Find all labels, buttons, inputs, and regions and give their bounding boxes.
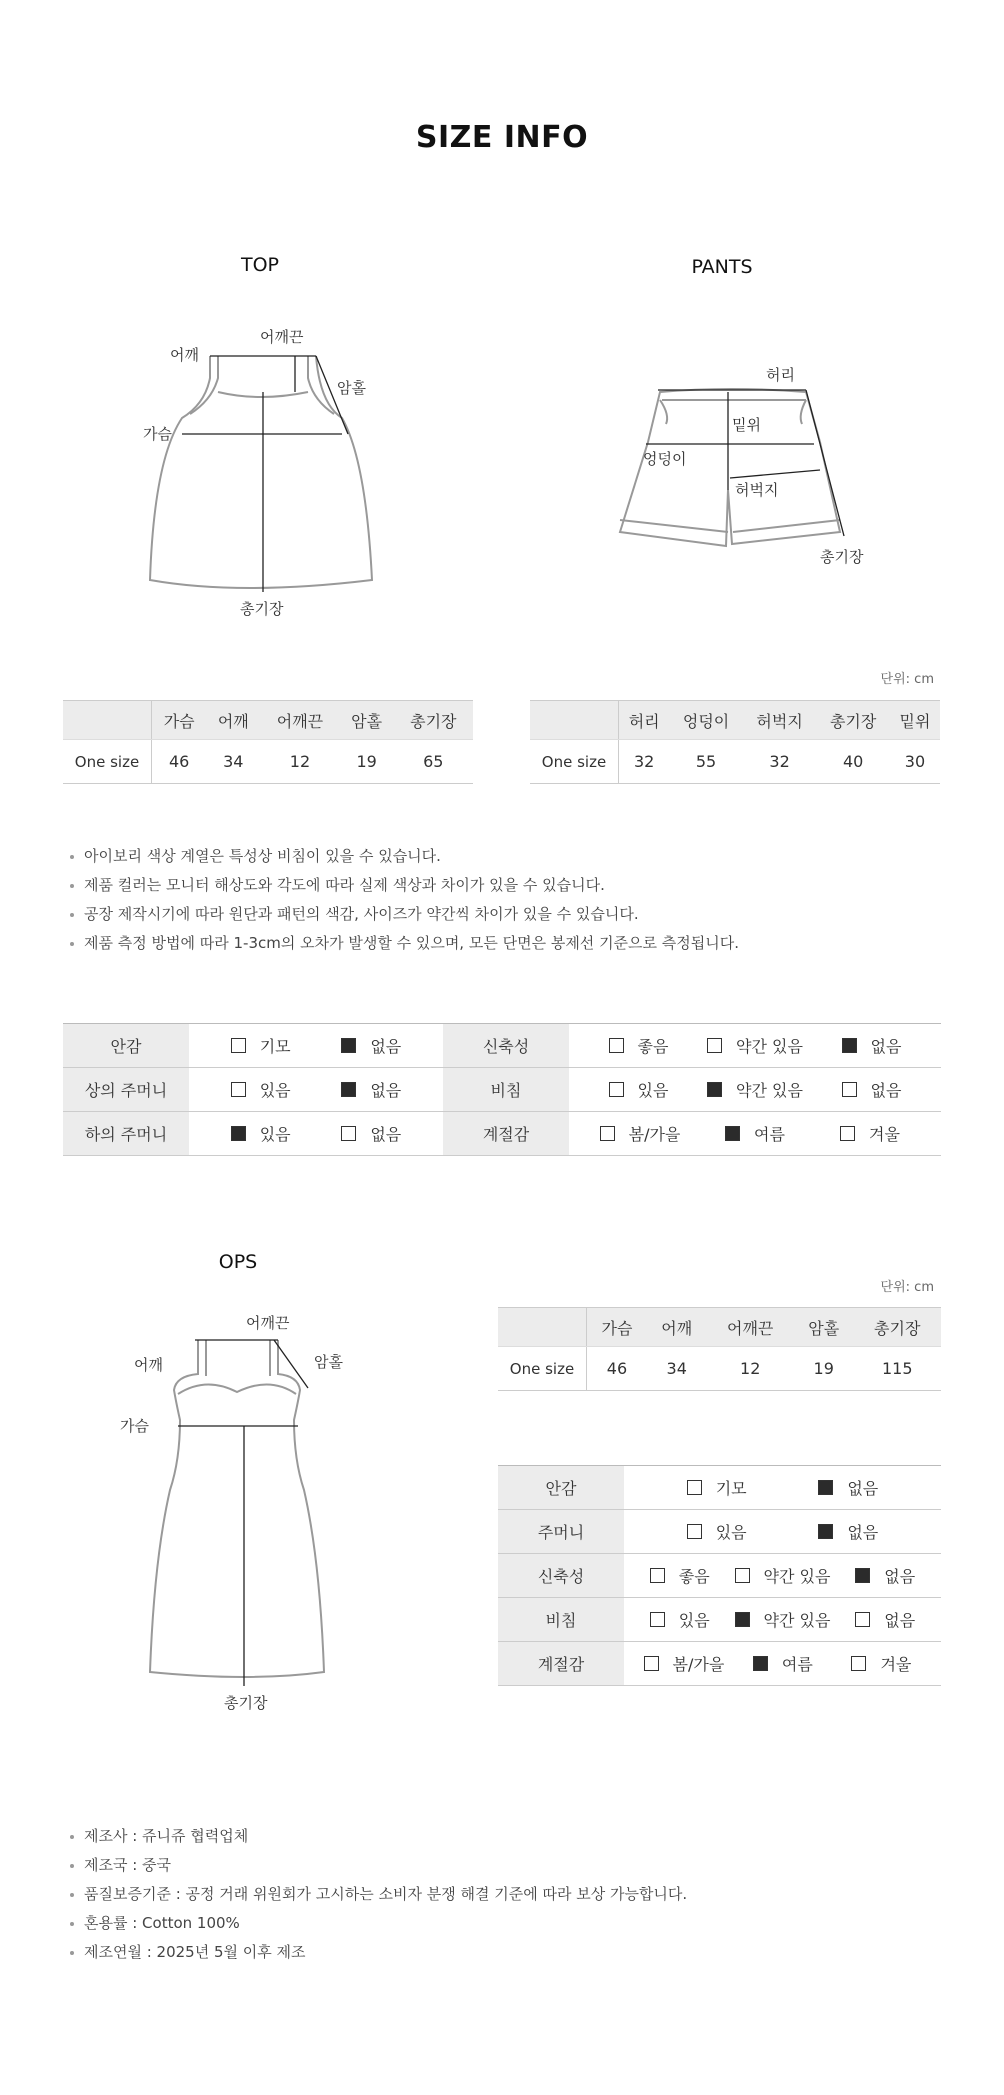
checked-box-icon xyxy=(855,1568,870,1583)
pants-label-hip: 엉덩이 xyxy=(643,450,687,468)
unchecked-box-icon xyxy=(840,1126,855,1141)
options-group xyxy=(190,1122,442,1145)
table-row xyxy=(498,1466,941,1510)
checkbox-option xyxy=(644,1652,725,1675)
top-label-shoulder: 어깨 xyxy=(170,346,199,364)
checkbox-option xyxy=(735,1608,831,1631)
option-label: 있음 xyxy=(259,1125,291,1144)
options-group xyxy=(625,1564,940,1587)
ops-size-table xyxy=(498,1307,941,1391)
options-group xyxy=(625,1520,940,1543)
checkbox-option xyxy=(710,1122,800,1145)
ops-section-label: OPS xyxy=(218,1251,258,1273)
checkbox-option xyxy=(331,1078,411,1101)
row-label: One size xyxy=(498,1347,587,1391)
checkbox-option xyxy=(677,1520,757,1543)
table-row xyxy=(498,1347,941,1391)
options-group xyxy=(625,1652,940,1675)
table-cell: 19 xyxy=(340,740,394,784)
list-item: 아이보리 색상 계열은 특성상 비침이 있을 수 있습니다. xyxy=(70,842,739,871)
unchecked-box-icon xyxy=(609,1082,624,1097)
checked-box-icon xyxy=(707,1082,722,1097)
option-label: 기모 xyxy=(259,1037,291,1056)
table-header-cell: 암홀 xyxy=(340,701,394,740)
checkbox-option xyxy=(594,1034,684,1057)
ops-label-armhole: 암홀 xyxy=(314,1353,343,1371)
table-cell: 32 xyxy=(619,740,670,784)
list-item: 제품 컬러는 모니터 해상도와 각도에 따라 실제 색상과 차이가 있을 수 있습니다. xyxy=(70,871,739,900)
table-row xyxy=(63,1024,941,1068)
option-label: 기모 xyxy=(715,1479,747,1498)
pants-label-length: 총기장 xyxy=(820,548,864,566)
pants-label-rise: 밑위 xyxy=(732,416,761,434)
checked-box-icon xyxy=(341,1082,356,1097)
options-group xyxy=(190,1078,442,1101)
top-label-armhole: 암홀 xyxy=(337,379,366,397)
options-cell xyxy=(569,1024,941,1068)
checked-box-icon xyxy=(818,1480,833,1495)
unchecked-box-icon xyxy=(341,1126,356,1141)
unchecked-box-icon xyxy=(609,1038,624,1053)
table-header-cell: 어깨끈 xyxy=(260,701,339,740)
checkbox-option xyxy=(221,1122,301,1145)
table-header-cell: 허벅지 xyxy=(743,701,817,740)
notes-list xyxy=(70,842,739,958)
options-cell xyxy=(189,1024,443,1068)
table-header-cell: 어깨 xyxy=(206,701,260,740)
table-row xyxy=(530,740,940,784)
table-row xyxy=(63,1112,941,1156)
option-label: 약간 있음 xyxy=(763,1611,831,1630)
option-label: 없음 xyxy=(870,1081,902,1100)
table-cell: 19 xyxy=(794,1347,854,1391)
pants-label-waist: 허리 xyxy=(766,366,795,384)
unchecked-box-icon xyxy=(644,1656,659,1671)
option-label: 없음 xyxy=(370,1125,402,1144)
option-label: 겨울 xyxy=(869,1125,900,1144)
options-cell xyxy=(624,1598,941,1642)
checkbox-option xyxy=(808,1520,888,1543)
options-cell xyxy=(189,1112,443,1156)
attributes-table-2 xyxy=(498,1465,941,1686)
unchecked-box-icon xyxy=(842,1082,857,1097)
option-label: 없음 xyxy=(870,1037,902,1056)
checked-box-icon xyxy=(753,1656,768,1671)
options-cell xyxy=(624,1554,941,1598)
checkbox-option xyxy=(841,1652,921,1675)
checked-box-icon xyxy=(818,1524,833,1539)
table-header-cell: 가슴 xyxy=(152,701,207,740)
attribute-label: 계절감 xyxy=(498,1642,624,1686)
checkbox-option xyxy=(743,1652,823,1675)
table-header-corner xyxy=(498,1308,587,1347)
checkbox-option xyxy=(845,1608,925,1631)
pants-size-table xyxy=(530,700,940,784)
checked-box-icon xyxy=(735,1612,750,1627)
options-group xyxy=(570,1034,940,1057)
top-size-table xyxy=(63,700,473,784)
options-cell xyxy=(189,1068,443,1112)
ops-label-length: 총기장 xyxy=(224,1694,268,1710)
table-header-cell: 어깨끈 xyxy=(706,1308,793,1347)
unit-label-1: 단위: cm xyxy=(880,672,934,687)
list-item: 혼용률 : Cotton 100% xyxy=(70,1909,687,1938)
table-row xyxy=(63,1068,941,1112)
table-cell: 40 xyxy=(816,740,890,784)
table-header-cell: 총기장 xyxy=(816,701,890,740)
checkbox-option xyxy=(677,1476,757,1499)
table-header-cell: 총기장 xyxy=(853,1308,941,1347)
table-header-cell: 암홀 xyxy=(794,1308,854,1347)
table-header-cell: 총기장 xyxy=(394,701,473,740)
attribute-label: 안감 xyxy=(63,1024,189,1068)
options-group xyxy=(570,1078,940,1101)
option-label: 없음 xyxy=(370,1037,402,1056)
table-row xyxy=(498,1642,941,1686)
attribute-label: 계절감 xyxy=(443,1112,569,1156)
option-label: 없음 xyxy=(847,1479,879,1498)
option-label: 없음 xyxy=(884,1567,916,1586)
attribute-label: 안감 xyxy=(498,1466,624,1510)
list-item: 제조국 : 중국 xyxy=(70,1851,687,1880)
unchecked-box-icon xyxy=(687,1480,702,1495)
unchecked-box-icon xyxy=(231,1082,246,1097)
pants-section-label: PANTS xyxy=(691,256,753,278)
option-label: 없음 xyxy=(884,1611,916,1630)
checkbox-option xyxy=(331,1034,411,1057)
option-label: 있음 xyxy=(715,1523,747,1542)
table-cell: 12 xyxy=(260,740,339,784)
table-header-row xyxy=(530,701,940,740)
ops-label-strap: 어깨끈 xyxy=(246,1314,290,1332)
checkbox-option xyxy=(221,1034,301,1057)
page-title: SIZE INFO xyxy=(415,120,589,155)
attribute-label: 하의 주머니 xyxy=(63,1112,189,1156)
attribute-label: 주머니 xyxy=(498,1510,624,1554)
option-label: 봄/가을 xyxy=(628,1125,681,1144)
list-item: 품질보증기준 : 공정 거래 위원회가 고시하는 소비자 분쟁 해결 기준에 따라 보상 가능합니다. xyxy=(70,1880,687,1909)
unchecked-box-icon xyxy=(735,1568,750,1583)
table-header-cell: 어깨 xyxy=(647,1308,707,1347)
options-group xyxy=(570,1122,940,1145)
checkbox-option xyxy=(808,1476,888,1499)
unchecked-box-icon xyxy=(687,1524,702,1539)
row-label: One size xyxy=(530,740,619,784)
table-cell: 34 xyxy=(647,1347,707,1391)
option-label: 있음 xyxy=(259,1081,291,1100)
table-cell: 65 xyxy=(394,740,473,784)
pants-label-thigh: 허벅지 xyxy=(735,481,779,499)
product-info-list xyxy=(70,1822,687,1967)
table-cell: 46 xyxy=(587,1347,647,1391)
option-label: 있음 xyxy=(678,1611,710,1630)
options-cell xyxy=(569,1112,941,1156)
checkbox-option xyxy=(826,1034,916,1057)
checked-box-icon xyxy=(341,1038,356,1053)
checkbox-option xyxy=(735,1564,831,1587)
option-label: 봄/가을 xyxy=(672,1655,725,1674)
unchecked-box-icon xyxy=(650,1568,665,1583)
option-label: 여름 xyxy=(781,1655,813,1674)
checkbox-option xyxy=(845,1564,925,1587)
list-item: 제조사 : 쥬니쥬 협력업체 xyxy=(70,1822,687,1851)
option-label: 좋음 xyxy=(678,1567,710,1586)
checked-box-icon xyxy=(725,1126,740,1141)
attribute-label: 신축성 xyxy=(498,1554,624,1598)
ops-diagram xyxy=(110,1310,370,1710)
list-item: 공장 제작시기에 따라 원단과 패턴의 색감, 사이즈가 약간씩 차이가 있을 수 있습니다. xyxy=(70,900,739,929)
table-row xyxy=(498,1510,941,1554)
table-header-cell: 엉덩이 xyxy=(669,701,743,740)
options-cell xyxy=(624,1642,941,1686)
table-cell: 115 xyxy=(853,1347,941,1391)
pants-diagram xyxy=(600,360,890,580)
unit-label-2: 단위: cm xyxy=(880,1280,934,1295)
option-label: 없음 xyxy=(370,1081,402,1100)
checkbox-option xyxy=(595,1122,685,1145)
top-section-label: TOP xyxy=(240,254,280,276)
options-group xyxy=(625,1608,940,1631)
options-group xyxy=(190,1034,442,1057)
option-label: 약간 있음 xyxy=(763,1567,831,1586)
table-cell: 12 xyxy=(706,1347,793,1391)
checkbox-option xyxy=(594,1078,684,1101)
checkbox-option xyxy=(825,1122,915,1145)
table-row xyxy=(63,740,473,784)
checkbox-option xyxy=(640,1608,720,1631)
table-cell: 46 xyxy=(152,740,207,784)
ops-label-chest: 가슴 xyxy=(120,1417,149,1435)
list-item: 제조연월 : 2025년 5월 이후 제조 xyxy=(70,1938,687,1967)
top-label-strap: 어깨끈 xyxy=(260,328,304,346)
table-cell: 30 xyxy=(890,740,940,784)
option-label: 여름 xyxy=(754,1125,785,1144)
row-label: One size xyxy=(63,740,152,784)
table-header-cell: 허리 xyxy=(619,701,670,740)
attributes-table-1 xyxy=(63,1023,941,1156)
unchecked-box-icon xyxy=(855,1612,870,1627)
ops-label-shoulder: 어깨 xyxy=(134,1356,163,1374)
table-header-row xyxy=(63,701,473,740)
option-label: 없음 xyxy=(847,1523,879,1542)
options-group xyxy=(625,1476,940,1499)
attribute-label: 상의 주머니 xyxy=(63,1068,189,1112)
unchecked-box-icon xyxy=(231,1038,246,1053)
checkbox-option xyxy=(221,1078,301,1101)
table-cell: 32 xyxy=(743,740,817,784)
unchecked-box-icon xyxy=(600,1126,615,1141)
table-cell: 34 xyxy=(206,740,260,784)
options-cell xyxy=(624,1510,941,1554)
table-cell: 55 xyxy=(669,740,743,784)
option-label: 있음 xyxy=(637,1081,669,1100)
options-cell xyxy=(624,1466,941,1510)
unchecked-box-icon xyxy=(851,1656,866,1671)
options-cell xyxy=(569,1068,941,1112)
checkbox-option xyxy=(826,1078,916,1101)
checked-box-icon xyxy=(231,1126,246,1141)
table-row xyxy=(498,1554,941,1598)
checkbox-option xyxy=(331,1122,411,1145)
list-item: 제품 측정 방법에 따라 1-3cm의 오차가 발생할 수 있으며, 모든 단면은 봉제선 기준으로 측정됩니다. xyxy=(70,929,739,958)
top-label-length: 총기장 xyxy=(240,600,284,618)
option-label: 겨울 xyxy=(880,1655,912,1674)
table-row xyxy=(498,1598,941,1642)
option-label: 약간 있음 xyxy=(736,1037,803,1056)
checkbox-option xyxy=(707,1034,803,1057)
attribute-label: 비침 xyxy=(443,1068,569,1112)
option-label: 약간 있음 xyxy=(736,1081,803,1100)
checkbox-option xyxy=(640,1564,720,1587)
attribute-label: 신축성 xyxy=(443,1024,569,1068)
checkbox-option xyxy=(707,1078,803,1101)
table-header-cell: 가슴 xyxy=(587,1308,647,1347)
unchecked-box-icon xyxy=(650,1612,665,1627)
table-header-row xyxy=(498,1308,941,1347)
table-header-corner xyxy=(63,701,152,740)
top-diagram xyxy=(130,320,390,630)
unchecked-box-icon xyxy=(707,1038,722,1053)
attribute-label: 비침 xyxy=(498,1598,624,1642)
checked-box-icon xyxy=(842,1038,857,1053)
table-header-corner xyxy=(530,701,619,740)
option-label: 좋음 xyxy=(637,1037,669,1056)
table-header-cell: 밑위 xyxy=(890,701,940,740)
top-label-chest: 가슴 xyxy=(143,425,172,443)
